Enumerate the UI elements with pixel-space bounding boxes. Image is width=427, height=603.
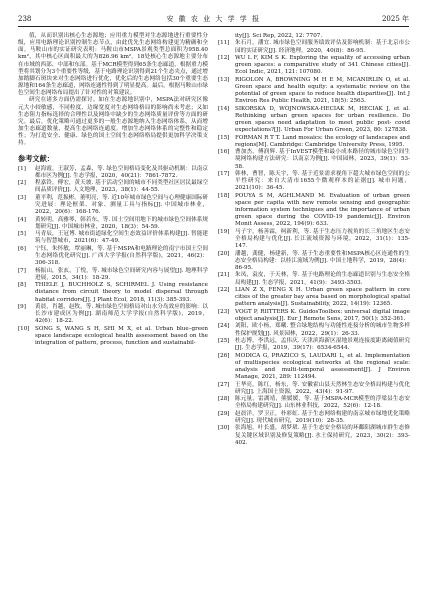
- reference-text: 刘阳，欧小杨，郑曦. 整合绿地结构与功能性连接分析的城市生物多样性保护规划[J]. 风景园林，2022，29(1)：26-33.: [235, 323, 410, 337]
- references-heading: 参考文献：: [18, 153, 54, 163]
- reference-item: [218, 411, 410, 425]
- reference-item: [218, 323, 410, 337]
- journal-name: 安 徽 农 业 大 学 学 报: [166, 15, 261, 23]
- reference-number: [16]: [218, 149, 230, 156]
- reference-text: 陈元量，雷湖靖，熊媛媛，等. 基于MSPA-MCR模型的浮梁县生态安全格局构建研究[J]. 山东林业科技，2022，52(6)：12-18.: [235, 396, 410, 410]
- reference-number: [11]: [218, 40, 230, 47]
- reference-list-left: [18, 166, 208, 348]
- reference-text: 朱石月，潘宜. 城市绿色空间服务绩效评估及影响机制：基于北京市公园的实证研究[J]. 经济地理，2020，40(8)：86-95.: [235, 40, 410, 54]
- page-number: 238: [18, 15, 32, 23]
- reference-item: [218, 309, 410, 323]
- reference-item: [218, 272, 410, 286]
- reference-number: [28]: [218, 396, 230, 403]
- reference-item: [218, 382, 410, 396]
- reference-text: MODICA G, PRAZICO S, LAUDARI L, et al. Implementation of multispecies ecological networks at the regional scale: analysis and multi-temporal assessment[J]. J Environ Manage, 2021, 289: 112494.: [235, 352, 410, 381]
- reference-item: [18, 246, 208, 267]
- running-header: [18, 14, 409, 26]
- reference-item: [218, 338, 410, 352]
- reference-item: [218, 77, 410, 106]
- reference-number: [19]: [218, 228, 230, 235]
- reference-text: THIELE J, BUCHHOLZ S, SCHIRMEL J. Using resistance distance from circuit theory to model dispersal through habitat corridors[J]. J Plant Ecol, 2018, 11(3): 385-393.: [35, 282, 208, 303]
- reference-number: [7]: [18, 267, 26, 274]
- reference-number: [25]: [218, 338, 230, 345]
- reference-item: [218, 40, 410, 54]
- reference-number: [17]: [218, 171, 230, 178]
- reference-number: [5]: [18, 231, 26, 238]
- reference-item: [218, 171, 410, 192]
- reference-item: [218, 251, 410, 272]
- reference-number: [12]: [218, 55, 230, 62]
- reference-item: [18, 304, 208, 325]
- reference-number: [20]: [218, 250, 230, 257]
- reference-number: [21]: [218, 272, 230, 279]
- reference-text: 黄晨，肖越，赵牧，等. 城市绿色空间格局对山水分岛效应的影响：以长沙市建成区为例[J]. 湖南师范大学学报(自然科学版)，2019，42(6)：18-22.: [35, 304, 208, 325]
- reference-item: [218, 55, 410, 76]
- reference-text: VOGT P, RIITTERS K. GuidosToolbox: universal digital image object analysis[J]. Eur J Remote Sens, 2017, 50(1): 352-361.: [235, 308, 410, 322]
- reference-text: 潘越，龚健，杨建新，等. 基于生态重要性和MSPA核心区连通性的生态安全格局构建：以桂江流域为例[J]. 中国土地科学，2019，28(4)：86-95.: [235, 250, 410, 271]
- reference-item: [18, 166, 208, 180]
- reference-item: [218, 135, 410, 149]
- header-rule: [18, 26, 409, 27]
- reference-list-right: [218, 33, 410, 447]
- reference-text: 王华亮，陈红，杨东，等. 安徽霍山县天然林生态安全格局构建与优化研究[J]. 上海国土资源，2022，43(4)：91-97.: [235, 381, 410, 395]
- reference-item: [18, 326, 208, 347]
- reference-number: [29]: [218, 410, 230, 417]
- reference-text: ity[J]. Sci Rep, 2022, 12: 7707.: [235, 33, 323, 39]
- reference-number: [26]: [218, 352, 230, 359]
- reference-text: 宁钰，朱怀敏，覃丽琳，等. 基于MSPA和电路理论的南宁市国土空间生态网络优化研究[J]. 广西大学学报(自然科学版)，2021，46(2)：306-318.: [35, 245, 208, 267]
- reference-item: [18, 282, 208, 303]
- reference-item: [18, 180, 208, 194]
- reference-item: [218, 229, 410, 250]
- reference-text: 韩林，曹智，陈天宇，等. 基于近景需求视角下超大城市绿色空间的公平性研究：来自大清市1655个微观样本的证据[J]. 城市问题，2021(10)：36-45.: [235, 171, 410, 192]
- reference-text: 赵晨洋，罗卫正，朴彩虹. 基于生态网络构建的南京城市绿地优化策略研究[J]. 现代城市研究，2019(10)：28-35.: [235, 410, 410, 424]
- reference-item: [218, 287, 410, 308]
- reference-number: [2]: [18, 180, 26, 187]
- reference-number: [10]: [18, 325, 30, 332]
- reference-text: SIKORSKA D, WOJNOWSKA-HECIAK M, HECIAK J, et al. Rethinking urban green spaces for urban resilience. Do green spaces need adaptation to meet public post- covid expectations?[J]. Urban For Urban Green, 2023, 80: 127838.: [235, 105, 410, 134]
- reference-text: RIGOLON A, BROWNING M H E M, MCANIRLIN O, et al. Green space and health equity: a systematic review on the potential of green space to reduce health disparities[J]. Int J Environ Res Public Health, 2021, 18(5): 2563.: [235, 76, 410, 105]
- reference-text: 杜志博，李洪远，孟伟庆. 天津滨海新区湿地景观连接度距离阈值研究[J]. 生态学报，2019，39(17)：6534-6544.: [235, 338, 410, 352]
- reference-text: POUYA S M, AGHLMAND M. Evaluation of urban green space per capita with new remote sensing and geographic information system techniques and the importance of urban green space during the COVID-19 pandemic[J]. Environ Monit Assess, 2022, 194(9): 633.: [235, 192, 410, 228]
- reference-number: [22]: [218, 287, 230, 294]
- reference-number: [30]: [218, 425, 230, 432]
- reference-text: 黄转明，高雅琴，韩若东，等. 国土空间用地下的城市绿色空间体系规划研究[J]. 中国城市林业，2020，18(3)：54-59.: [35, 216, 208, 230]
- reference-text: 杨振山，张玄，丁悦，等. 城市绿色空间研究内容与展望[J]. 地理科学进展，2015，34(1)：18-29.: [35, 267, 208, 281]
- reference-number: [6]: [18, 245, 26, 252]
- reference-item: [18, 231, 208, 245]
- reference-number: [13]: [218, 76, 230, 83]
- reference-number: [3]: [18, 194, 26, 201]
- reference-text: 程嘉铃，傅宏，黄天坡. 基于活动空间的城市不同类型社区居民最绿空间品质评价[J]. 人文地理，2023，38(1)：44-55.: [35, 180, 208, 194]
- reference-text: 马青辰，王冠博. 城市街道绿化空间生态效益评价体系构建[J]. 智能建筑与智慧城市，2021(6)：47-49.: [35, 231, 208, 245]
- reference-item: [218, 193, 410, 229]
- reference-text: 张海旭，叶长盛，胡梦珺. 基于生态安全格局的环鄱阳湖城市群生态修复关键区域识别及修复策略[J]. 水土保持研究，2023，30(2)：393-402.: [235, 425, 410, 446]
- body-paragraph: 值，从而识别出核心生态源地；应用重力模型对生态源地进行重要性分级，应用电路理论识别控制生态节点，由此优先生态网络构建更为精确和全面。马鞍山市的实证研究表明：马鞍山市MSPA景观类型总面积为958.40 km²，其中核心区面积最大的为826.96 km²。18处核心生态源地主要分布在市域的西部、中部和东部。基于MCR模型得到65条生态廊道，根据重力模型将其划分为3个重要性等级，基于电路理论识别得到21个生态夹点，通过增加踏脚石斑块来对生态网络进行优化，优化后的生态网络包括30个重要生态源地和164条生态廊道，网络连通性得到了明显提高。最后，根据马鞍山市绿色空间生态网络布局提出了针对性的对策建议。: [18, 33, 208, 97]
- reference-item: [218, 149, 410, 170]
- reference-number: [9]: [18, 304, 26, 310]
- reference-item: [218, 396, 410, 410]
- reference-text: 朱凤，袁皮，于天林，等. 基于电路理论的生态廊道识别与生态安全格局构建[J]. 生态学报，2021，41(9)：3493-3503.: [235, 272, 410, 286]
- reference-number: [18]: [218, 192, 230, 199]
- reference-number: [14]: [218, 105, 230, 112]
- reference-text: SONG S, WANG S H, SHI M X, et al. Urban blue–green space landscape ecological health assessment based on the integration of pattern, process, function and sustainabil-: [35, 325, 208, 347]
- reference-text: 董平利，范振彬，董明亮，等. 近10年城市绿色空间与心理健康国际研究进展：理论框架、对象、测量工具与指标[J]. 中国城市林业，2022，20(6)：168-176.: [35, 194, 208, 216]
- reference-number: [27]: [218, 381, 230, 388]
- right-column: [218, 33, 410, 447]
- reference-number: [4]: [18, 216, 26, 223]
- reference-number: [24]: [218, 323, 230, 330]
- reference-item: [218, 425, 410, 446]
- left-column: [18, 33, 208, 348]
- reference-number: [218, 33, 235, 40]
- reference-number: [23]: [218, 308, 230, 315]
- reference-text: WU L F, KIM S K. Exploring the equality of accessing urban green spaces: a comparative study of 341 Chinese cities[J]. Ecol Indic, 2021, 121: 107080.: [235, 55, 410, 76]
- body-paragraph: 研究在诸多方面仍需探讨。如在生态源地识别中，MSPA法对研究区像元大小较敏感，不同粒度、边缘宽度对生态网络格局的影响尚未考虑；又如生态阻力指标选择的合理性以及网络中缺少的生态网络质量评价等方面的研究。最后，优化策略可通过更多的一般生态源地纳入生态网络体系，从而增加生态廊道数量，提高生态网络连通度。增加生态网络体系的完整性和稳定性；为打造安全、健康、绿色的国土空间生态网络格局提供更加科学决策支持。: [18, 97, 208, 147]
- reference-item: [18, 268, 208, 282]
- reference-number: [1]: [18, 165, 26, 172]
- reference-number: [15]: [218, 134, 230, 141]
- reference-item: [218, 353, 410, 382]
- reference-number: [8]: [18, 282, 26, 289]
- reference-text: 赵海霞，王淑芳，孟森，等. 绿色空间格局变化及其驱动机制：以南京都市区为例[J]. 生态学报，2020，40(21)：7861-7872.: [35, 165, 208, 179]
- publication-year: 2025 年: [381, 15, 409, 23]
- reference-item: [18, 217, 208, 231]
- reference-text: 曹加杰，傅润辉. 基于InVEST模型和最小成本路径的城市绿色空间生境网络构建方法研究：以南京为例[J]. 中国园林，2023，39(1)：53-58.: [235, 149, 410, 170]
- reference-item: [218, 106, 410, 135]
- reference-text: FORMAN R T T. Land mosaics: the ecology of landscapes and regions[M]. Cambridge: Cambridge University Press, 1995.: [235, 134, 410, 148]
- reference-text: LIAN Z X, FENG X H. Urban green space pattern in core cities of the greater bay area based on morphological spatial pattern analysis[J]. Sustainability, 2022, 14(19): 12365.: [235, 287, 410, 308]
- reference-item: [18, 195, 208, 216]
- reference-text: 马子宇，杨善霖，柯新利，等. 基于生态压力视角的长三角地区生态安全格局构建与优化[J]. 长江流域资源与环境，2022，31(1)：135-147.: [235, 228, 410, 250]
